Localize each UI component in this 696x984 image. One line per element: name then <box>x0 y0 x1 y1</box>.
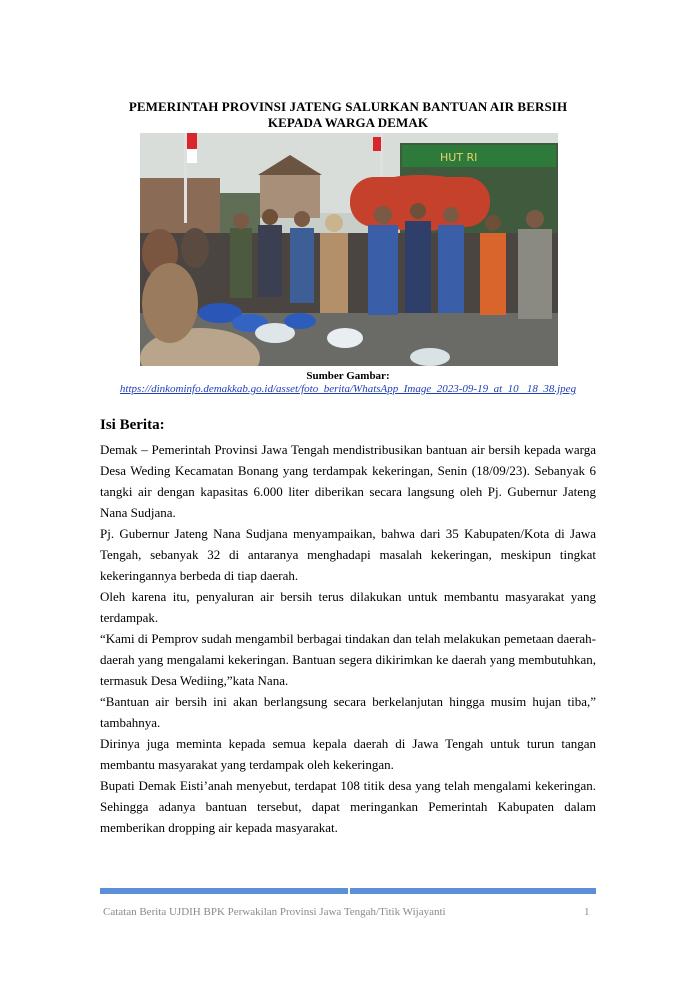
paragraph: Dirinya juga meminta kepada semua kepala daerah di Jawa Tengah untuk turun tangan membantu masyarakat yang terdampak oleh kekeringan. <box>100 736 596 772</box>
document-title <box>100 99 596 131</box>
paragraph: “Bantuan air bersih ini akan berlangsung secara berkelanjutan hingga musim hujan tiba,” tambahnya. <box>100 694 596 730</box>
image-caption-label: Sumber Gambar: <box>306 370 390 382</box>
paragraph: Demak – Pemerintah Provinsi Jawa Tengah mendistribusikan bantuan air bersih kepada warga Desa Weding Kecamatan Bonang yang terdampak kekeringan, Senin (18/09/23). Sebanyak 6 tangki air dengan kapasitas 6.000 liter diberikan secara langsung oleh Pj. Gubernur Jateng Nana Sudjana. <box>100 442 596 520</box>
footer-text: Catatan Berita UJDIH BPK Perwakilan Provinsi Jawa Tengah/Titik Wijayanti <box>103 906 446 918</box>
title-line-1: PEMERINTAH PROVINSI JATENG SALURKAN BANTUAN AIR BERSIH <box>128 99 568 114</box>
image-source-link[interactable]: https://dinkominfo.demakkab.go.id/asset/foto_berita/WhatsApp_Image_2023-09-19_at_10 _18_38.jpeg <box>119 383 577 395</box>
article-body <box>100 439 596 838</box>
title-line-2: KEPADA WARGA DEMAK <box>267 115 429 130</box>
paragraph: Bupati Demak Eisti’anah menyebut, terdapat 108 titik desa yang telah mengalami kekeringan. Sehingga adanya bantuan tersebut, dapat meringankan Pemerintah Kabupaten dalam memberikan dropping air kepada masyarakat. <box>100 778 596 835</box>
footer-divider-segment <box>348 888 350 894</box>
paragraph: Pj. Gubernur Jateng Nana Sudjana menyampaikan, bahwa dari 35 Kabupaten/Kota di Jawa Tengah, sebanyak 32 di antaranya menghadapi masalah kekeringan, meskipun tingkat kekeringannya berbeda di tiap daerah. <box>100 526 596 583</box>
paragraph: Oleh karena itu, penyaluran air bersih terus dilakukan untuk membantu masyarakat yang terdampak. <box>100 589 596 625</box>
news-photo <box>140 133 558 366</box>
paragraph: “Kami di Pemprov sudah mengambil berbagai tindakan dan telah melakukan pemetaan daerah-daerah yang mengalami kekeringan. Bantuan segera dikirimkan ke daerah yang membutuhkan, termasuk Desa Wediing,”kata Nana. <box>100 631 596 688</box>
page-number: 1 <box>584 906 590 918</box>
banner-text: HUT RI <box>440 151 478 164</box>
footer-divider <box>100 888 596 894</box>
section-heading: Isi Berita: <box>100 417 165 433</box>
